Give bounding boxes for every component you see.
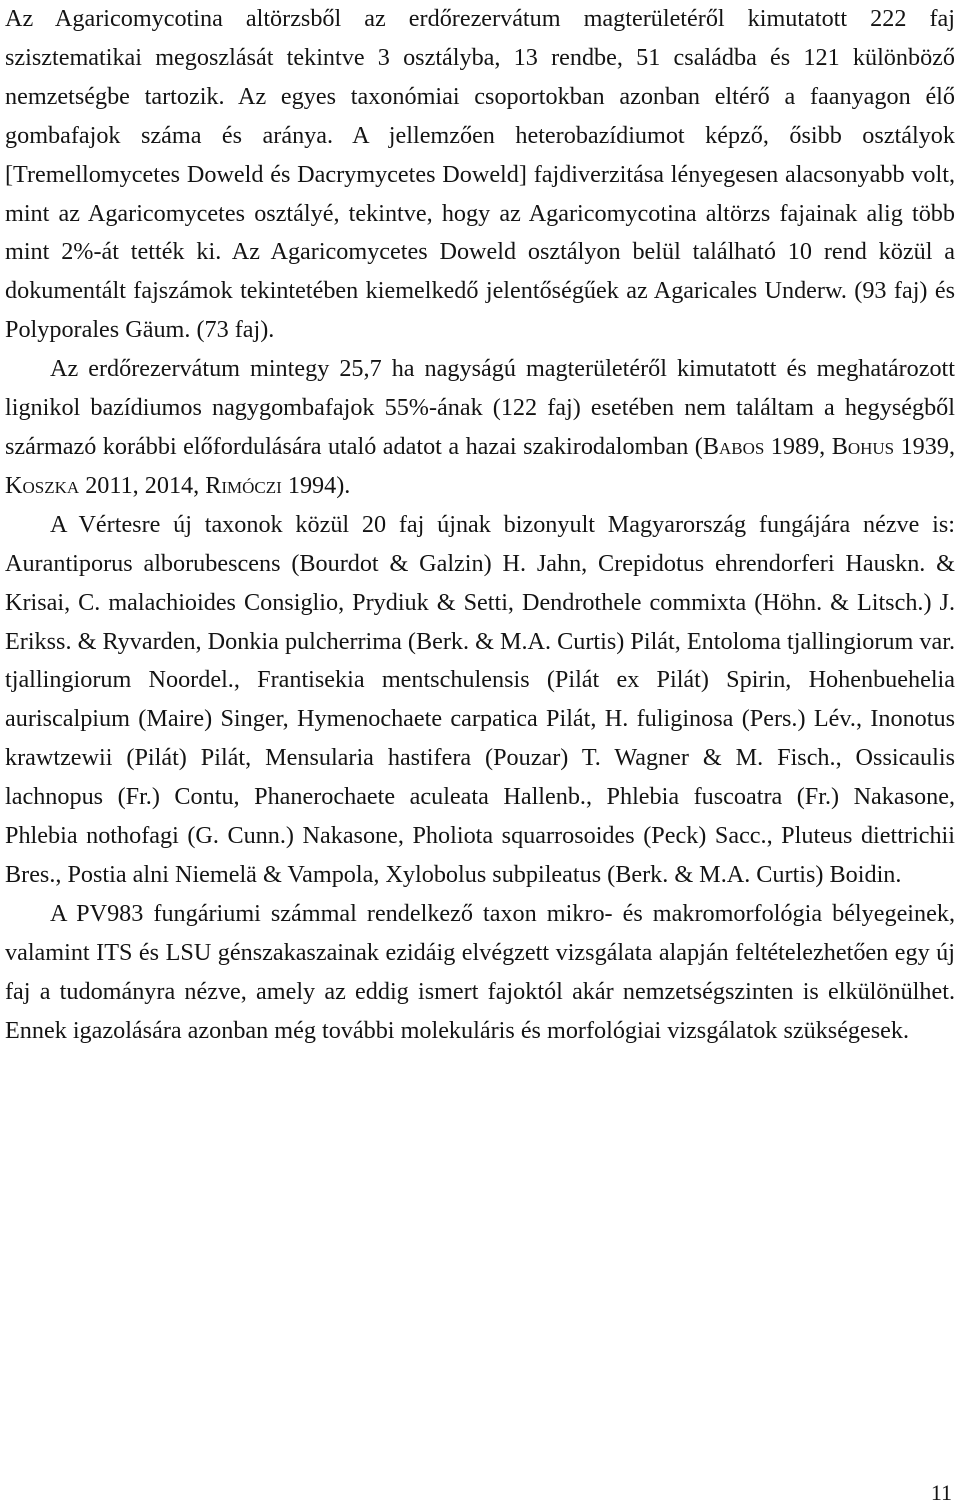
reference-author: Bohus — [831, 432, 895, 460]
page-number: 11 — [930, 1480, 952, 1505]
reference-year: 1989, — [764, 432, 832, 460]
reference-year: 1939, — [894, 432, 956, 460]
reference-author: Rimóczi — [205, 471, 282, 499]
paragraph-new-records-text: Az erdőrezervátum mintegy 25,7 ha nagyságú magterületéről kimutatott és meghatározott lignikol bazídiumos nagygombafajok 55%-ának (122 faj) esetében nem találtam a hegységből származó korábbi előfordulására utaló adatot a hazai szakirodalomban ( — [5, 355, 955, 460]
paragraph-new-species-hungary: A Vértesre új taxonok közül 20 faj újnak bizonyult Magyarország fungájára nézve is: Aurantiporus alborubescens (Bourdot & Galzin) H. Jahn, Crepidotus ehrendorferi Hauskn. & Krisai, C. malachioides Consiglio, Prydiuk & Setti, Dendrothele commixta (Höhn. & Litsch.) J. Erikss. & Ryvarden, Donkia pulcherrima (Berk. & M.A. Curtis) Pilát, Entoloma tjallingiorum var. tjallingiorum Noordel., Frantisekia mentschulensis (Pilát ex Pilát) Spirin, Hohenbuehelia auriscalpium (Maire) Singer, Hymenochaete carpatica Pilát, H. fuliginosa (Pers.) Lév., Inonotus krawtzewii (Pilát) Pilát, Mensularia hastifera (Pouzar) T. Wagner & M. Fisch., Ossicaulis lachnopus (Fr.) Contu, Phanerochaete aculeata Hallenb., Phlebia fuscoatra (Fr.) Nakasone, Phlebia nothofagi (G. Cunn.) Nakasone, Pholiota squarrosoides (Peck) Sacc., Pluteus diettrichii Bres., Postia alni Niemelä & Vampola, Xylobolus subpileatus (Berk. & M.A. Curtis) Boidin. — [5, 510, 955, 888]
reference-year: 1994). — [281, 471, 351, 499]
reference-author: Koszka — [5, 471, 80, 499]
paragraph-new-taxon: A PV983 fungáriumi számmal rendelkező taxon mikro- és makromorfológia bélyegeinek, valamint ITS és LSU génszakaszainak ezidáig elvégzett vizsgálata alapján feltételezhetően egy új faj a tudományra nézve, amely az eddig ismert fajoktól akár nemzetségszinten is elkülönülhet. Ennek igazolására azonban még további molekuláris és morfológiai vizsgálatok szükségesek. — [5, 899, 955, 1044]
paragraph-taxonomy-summary: Az Agaricomycotina altörzsből az erdőrezervátum magterületéről kimutatott 222 faj szisztematikai megoszlását tekintve 3 osztályba, 13 rendbe, 51 családba és 121 különböző nemzetségbe tartozik. Az egyes taxonómiai csoportokban azonban eltérő a faanyagon élő gombafajok száma és aránya. A jellemzően heterobazídiumot képző, ősibb osztályok [Tremellomycetes Doweld és Dacrymycetes Doweld] fajdiverzitása lényegesen alacsonyabb volt, mint az Agaricomycetes osztályé, tekintve, hogy az Agaricomycotina altörzs fajainak alig több mint 2%-át tették ki. Az Agaricomycetes Doweld osztályon belül található 10 rend közül a dokumentált fajszámok tekintetében kiemelkedő jelentőségűek az Agaricales Underw. (93 faj) és Polyporales Gäum. (73 faj). — [5, 5, 955, 344]
document-page — [5, 0, 955, 1050]
paragraph-new-records — [5, 350, 955, 506]
reference-author: Babos — [702, 432, 765, 460]
reference-year: 2011, 2014, — [79, 471, 206, 499]
